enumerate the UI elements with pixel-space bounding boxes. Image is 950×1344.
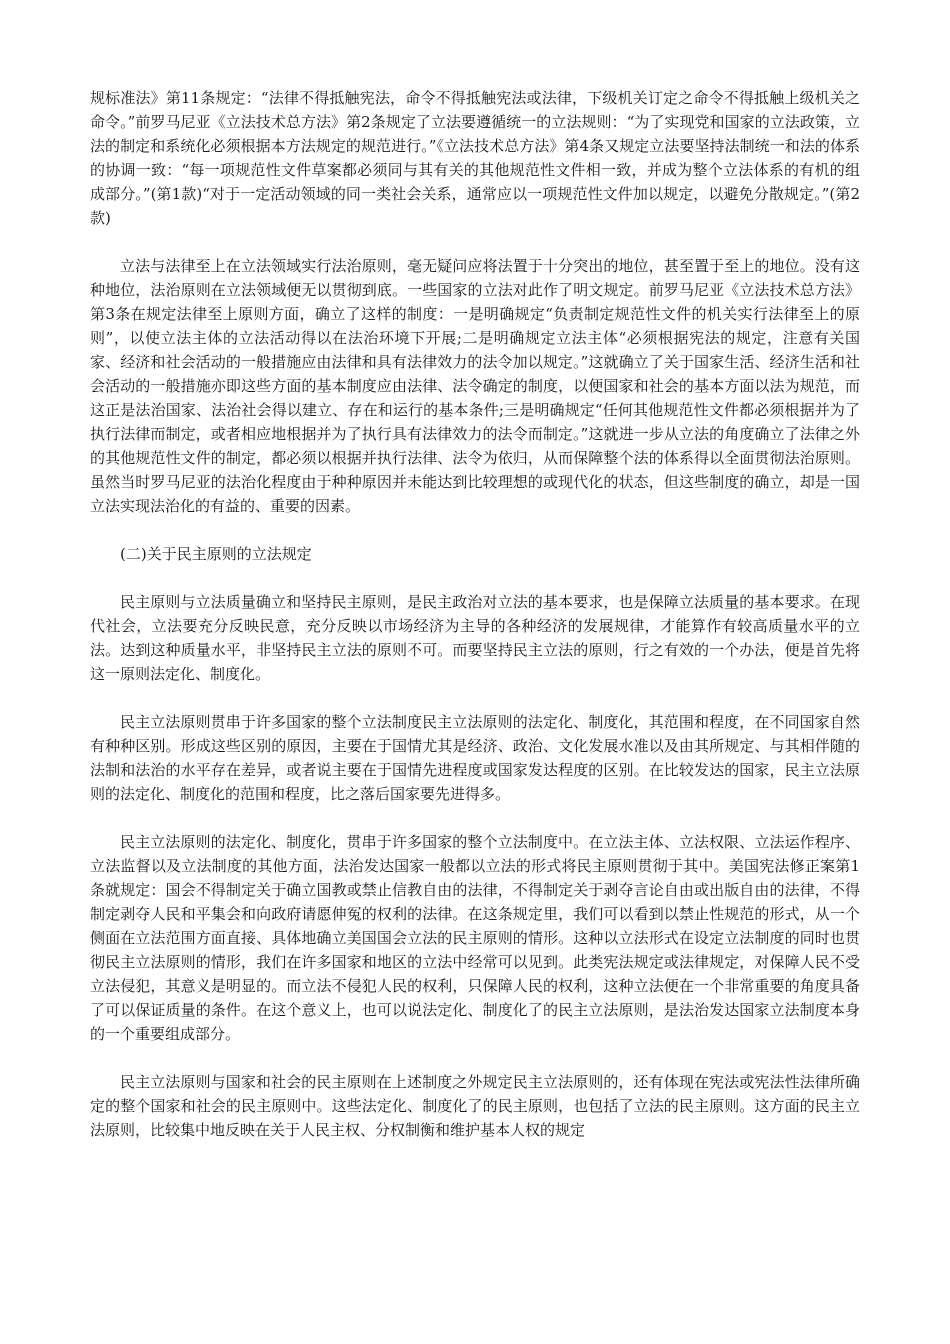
paragraph-legal-hierarchy: 规标准法》第11条规定：“法律不得抵触宪法，命令不得抵触宪法或法律，下级机关订定之命令不得抵触上级机关之命令。”前罗马尼亚《立法技术总方法》第2条规定了立法要遵循统一的立法规则：“为了实现党和国家的立法政策，立法的制定和系统化必须根据本方法规定的规范进行。”《立法技术总方法》第4条又规定立法要坚持法制统一和法的体系的协调一致：“每一项规范性文件草案都必须同与其有关的其他规范性文件相一致，并成为整个立法体系的有机的组成部分。”(第1款)“对于一定活动领域的同一类社会关系，通常应以一项规范性文件加以规定，以避免分散规定。”(第2款) xyxy=(90,89,860,227)
document-body xyxy=(90,86,860,1166)
paragraph-democracy-institutions: 民主立法原则的法定化、制度化，贯串于许多国家的整个立法制度中。在立法主体、立法权限、立法运作程序、立法监督以及立法制度的其他方面，法治发达国家一般都以立法的形式将民主原则贯彻于其中。美国宪法修正案第1条就规定：国会不得制定关于确立国教或禁止信教自由的法律，不得制定关于剥夺言论自由或出版自由的法律，不得制定剥夺人民和平集会和向政府请愿伸冤的权利的法律。在这条规定里，我们可以看到以禁止性规范的形式，从一个侧面在立法范围方面直接、具体地确立美国国会立法的民主原则的情形。这种以立法形式在设定立法制度的同时也贯彻民主立法原则的情形，我们在许多国家和地区的立法中经常可以见到。此类宪法规定或法律规定，对保障人民不受立法侵犯，其意义是明显的。而立法不侵犯人民的权利，只保障人民的权利，这种立法便在一个非常重要的角度具备了可以保证质量的条件。在这个意义上，也可以说法定化、制度化了的民主立法原则，是法治发达国家立法制度本身的一个重要组成部分。 xyxy=(90,833,860,1043)
section-heading-democracy: (二)关于民主原则的立法规定 xyxy=(120,545,312,563)
paragraph-law-supremacy: 立法与法律至上在立法领域实行法治原则，毫无疑问应将法置于十分突出的地位，甚至置于至上的地位。没有这种地位，法治原则在立法领域便无以贯彻到底。一些国家的立法对此作了明文规定。前罗马尼亚《立法技术总方法》第3条在规定法律至上原则方面，确立了这样的制度：一是明确规定“负责制定规范性文件的机关实行法律至上的原则”，以使立法主体的立法活动得以在法治环境下开展;二是明确规定立法主体“必须根据宪法的规定，注意有关国家、经济和社会活动的一般措施应由法律和具有法律效力的法令加以规定。”这就确立了关于国家生活、经济生活和社会活动的一般措施亦即这些方面的基本制度应由法律、法令确定的制度，以便国家和社会的基本方面以法为规范，而这正是法治国家、法治社会得以建立、存在和运行的基本条件;三是明确规定“任何其他规范性文件都必须根据并为了执行法律而制定，或者相应地根据并为了执行具有法律效力的法令而制定。”这就进一步从立法的角度确立了法律之外的其他规范性文件的制定，都必须以根据并执行法律、法令为依归，从而保障整个法的体系得以全面贯彻法治原则。虽然当时罗马尼亚的法治化程度由于种种原因并未能达到比较理想的或现代化的状态，但这些制度的确立，却是一国立法实现法治化的有益的、重要的因素。 xyxy=(90,257,860,515)
paragraph-democracy-differences: 民主立法原则贯串于许多国家的整个立法制度民主立法原则的法定化、制度化，其范围和程度，在不同国家自然有种种区别。形成这些区别的原因，主要在于国情尤其是经济、政治、文化发展水准以及由其所规定、与其相伴随的法制和法治的水平存在差异，或者说主要在于国情先进程度或国家发达程度的区别。在比较发达的国家，民主立法原则的法定化、制度化的范围和程度，比之落后国家要先进得多。 xyxy=(90,713,860,803)
paragraph-democracy-constitution: 民主立法原则与国家和社会的民主原则在上述制度之外规定民主立法原则的，还有体现在宪法或宪法性法律所确定的整个国家和社会的民主原则中。这些法定化、制度化了的民主原则，也包括了立法的民主原则。这方面的民主立法原则，比较集中地反映在关于人民主权、分权制衡和维护基本人权的规定 xyxy=(90,1073,860,1139)
paragraph-democracy-quality: 民主原则与立法质量确立和坚持民主原则，是民主政治对立法的基本要求，也是保障立法质量的基本要求。在现代社会，立法要充分反映民意，充分反映以市场经济为主导的各种经济的发展规律，才能算作有较高质量水平的立法。达到这种质量水平，非坚持民主立法的原则不可。而要坚持民主立法的原则，行之有效的一个办法，便是首先将这一原则法定化、制度化。 xyxy=(90,593,860,683)
